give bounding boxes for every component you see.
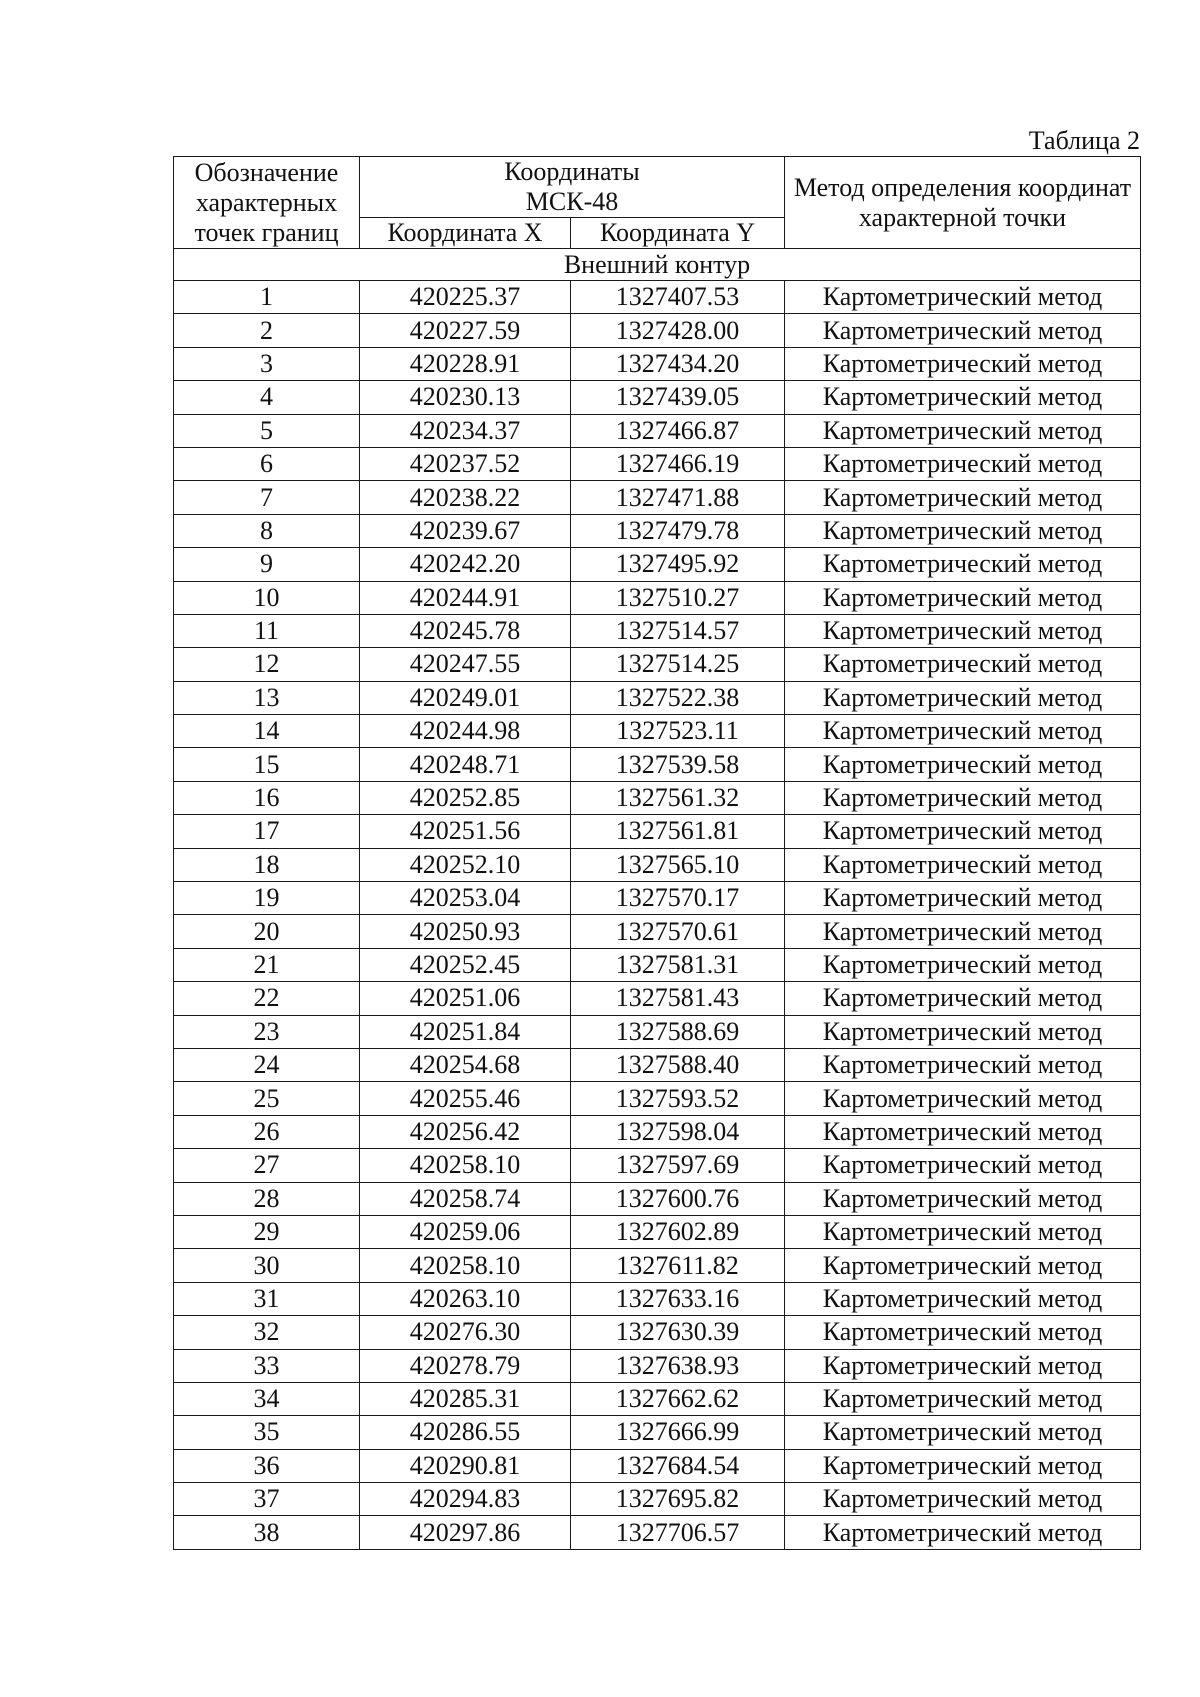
coordinate-y-cell: 1327539.58 (571, 748, 785, 781)
point-number-cell: 13 (174, 681, 360, 714)
table-row (174, 347, 1141, 380)
method-cell: Картометрический метод (785, 781, 1141, 814)
coordinate-x-cell: 420238.22 (360, 481, 571, 514)
table-row (174, 1382, 1141, 1415)
method-cell: Картометрический метод (785, 948, 1141, 981)
coordinate-x-cell: 420247.55 (360, 648, 571, 681)
table-row (174, 781, 1141, 814)
table-row (174, 581, 1141, 614)
method-cell: Картометрический метод (785, 1082, 1141, 1115)
point-number-cell: 19 (174, 882, 360, 915)
method-cell: Картометрический метод (785, 1282, 1141, 1315)
table-row (174, 381, 1141, 414)
table-row (174, 1015, 1141, 1048)
coordinate-y-cell: 1327662.62 (571, 1382, 785, 1415)
coordinate-x-cell: 420285.31 (360, 1382, 571, 1415)
point-number-cell: 11 (174, 614, 360, 647)
table-row (174, 481, 1141, 514)
table-row (174, 1349, 1141, 1382)
coordinate-y-cell: 1327570.61 (571, 915, 785, 948)
coordinate-x-cell: 420253.04 (360, 882, 571, 915)
coordinate-y-cell: 1327602.89 (571, 1215, 785, 1248)
coordinate-y-cell: 1327407.53 (571, 281, 785, 314)
point-number-cell: 9 (174, 548, 360, 581)
table-row (174, 1115, 1141, 1148)
method-cell: Картометрический метод (785, 1349, 1141, 1382)
point-number-cell: 37 (174, 1483, 360, 1516)
coordinate-x-cell: 420249.01 (360, 681, 571, 714)
coordinate-y-cell: 1327434.20 (571, 347, 785, 380)
coordinate-y-cell: 1327523.11 (571, 715, 785, 748)
method-cell: Картометрический метод (785, 614, 1141, 647)
coordinate-x-cell: 420237.52 (360, 447, 571, 480)
coordinate-x-cell: 420234.37 (360, 414, 571, 447)
table-row (174, 1316, 1141, 1349)
table-row (174, 1182, 1141, 1215)
method-cell: Картометрический метод (785, 1048, 1141, 1081)
point-number-cell: 10 (174, 581, 360, 614)
coordinate-y-cell: 1327633.16 (571, 1282, 785, 1315)
coordinate-x-cell: 420276.30 (360, 1316, 571, 1349)
point-number-cell: 16 (174, 781, 360, 814)
method-cell: Картометрический метод (785, 381, 1141, 414)
method-cell: Картометрический метод (785, 1215, 1141, 1248)
coordinate-x-cell: 420252.10 (360, 848, 571, 881)
coordinate-y-cell: 1327588.69 (571, 1015, 785, 1048)
table-row (174, 648, 1141, 681)
coordinate-x-cell: 420248.71 (360, 748, 571, 781)
point-number-cell: 31 (174, 1282, 360, 1315)
coordinate-y-cell: 1327581.43 (571, 982, 785, 1015)
table-row (174, 982, 1141, 1015)
method-cell: Картометрический метод (785, 481, 1141, 514)
method-cell: Картометрический метод (785, 1149, 1141, 1182)
coordinate-x-cell: 420297.86 (360, 1516, 571, 1549)
table-row (174, 1282, 1141, 1315)
method-cell: Картометрический метод (785, 1249, 1141, 1282)
point-number-cell: 25 (174, 1082, 360, 1115)
coordinate-x-cell: 420278.79 (360, 1349, 571, 1382)
method-cell: Картометрический метод (785, 1182, 1141, 1215)
table-row (174, 1516, 1141, 1549)
header-coordinate-y: Координата Y (571, 218, 785, 249)
coordinate-y-cell: 1327514.57 (571, 614, 785, 647)
coordinate-y-cell: 1327581.31 (571, 948, 785, 981)
table-row (174, 848, 1141, 881)
table-row (174, 1215, 1141, 1248)
header-coordinate-system: МСК-48 (525, 187, 619, 216)
table-row (174, 681, 1141, 714)
method-cell: Картометрический метод (785, 748, 1141, 781)
method-cell: Картометрический метод (785, 882, 1141, 915)
table-row (174, 1082, 1141, 1115)
header-coordinates (360, 157, 785, 218)
table-row (174, 1149, 1141, 1182)
point-number-cell: 8 (174, 514, 360, 547)
coordinate-y-cell: 1327428.00 (571, 314, 785, 347)
coordinate-y-cell: 1327598.04 (571, 1115, 785, 1148)
coordinate-x-cell: 420250.93 (360, 915, 571, 948)
table-row (174, 1048, 1141, 1081)
table-row (174, 748, 1141, 781)
point-number-cell: 22 (174, 982, 360, 1015)
point-number-cell: 29 (174, 1215, 360, 1248)
point-number-cell: 33 (174, 1349, 360, 1382)
coordinate-y-cell: 1327522.38 (571, 681, 785, 714)
method-cell: Картометрический метод (785, 281, 1141, 314)
coordinate-x-cell: 420251.56 (360, 815, 571, 848)
coordinate-x-cell: 420255.46 (360, 1082, 571, 1115)
coordinate-x-cell: 420259.06 (360, 1215, 571, 1248)
coordinate-x-cell: 420244.91 (360, 581, 571, 614)
coordinate-y-cell: 1327593.52 (571, 1082, 785, 1115)
table-row (174, 715, 1141, 748)
coordinate-y-cell: 1327600.76 (571, 1182, 785, 1215)
coordinate-x-cell: 420251.84 (360, 1015, 571, 1048)
point-number-cell: 14 (174, 715, 360, 748)
coordinate-x-cell: 420286.55 (360, 1416, 571, 1449)
header-row (174, 157, 1141, 218)
table-row (174, 1449, 1141, 1482)
method-cell: Картометрический метод (785, 447, 1141, 480)
point-number-cell: 5 (174, 414, 360, 447)
method-cell: Картометрический метод (785, 414, 1141, 447)
point-number-cell: 12 (174, 648, 360, 681)
coordinate-y-cell: 1327695.82 (571, 1483, 785, 1516)
coordinate-y-cell: 1327510.27 (571, 581, 785, 614)
method-cell: Картометрический метод (785, 1449, 1141, 1482)
coordinate-x-cell: 420252.45 (360, 948, 571, 981)
coordinate-x-cell: 420258.74 (360, 1182, 571, 1215)
point-number-cell: 18 (174, 848, 360, 881)
table-row (174, 447, 1141, 480)
table-row (174, 414, 1141, 447)
coordinate-x-cell: 420251.06 (360, 982, 571, 1015)
coordinate-y-cell: 1327479.78 (571, 514, 785, 547)
point-number-cell: 21 (174, 948, 360, 981)
method-cell: Картометрический метод (785, 1483, 1141, 1516)
method-cell: Картометрический метод (785, 982, 1141, 1015)
section-row (174, 249, 1141, 281)
coordinate-y-cell: 1327684.54 (571, 1449, 785, 1482)
coordinate-y-cell: 1327611.82 (571, 1249, 785, 1282)
point-number-cell: 15 (174, 748, 360, 781)
coordinate-y-cell: 1327570.17 (571, 882, 785, 915)
point-number-cell: 17 (174, 815, 360, 848)
point-number-cell: 4 (174, 381, 360, 414)
method-cell: Картометрический метод (785, 314, 1141, 347)
method-cell: Картометрический метод (785, 681, 1141, 714)
point-number-cell: 27 (174, 1149, 360, 1182)
point-number-cell: 28 (174, 1182, 360, 1215)
method-cell: Картометрический метод (785, 915, 1141, 948)
table-row (174, 815, 1141, 848)
coordinate-x-cell: 420244.98 (360, 715, 571, 748)
point-number-cell: 24 (174, 1048, 360, 1081)
table-row (174, 514, 1141, 547)
point-number-cell: 30 (174, 1249, 360, 1282)
method-cell: Картометрический метод (785, 815, 1141, 848)
coordinate-y-cell: 1327561.81 (571, 815, 785, 848)
table-row (174, 614, 1141, 647)
coordinate-x-cell: 420225.37 (360, 281, 571, 314)
coordinate-y-cell: 1327466.87 (571, 414, 785, 447)
table-row (174, 1416, 1141, 1449)
coordinate-x-cell: 420242.20 (360, 548, 571, 581)
method-cell: Картометрический метод (785, 648, 1141, 681)
coordinate-x-cell: 420258.10 (360, 1249, 571, 1282)
point-number-cell: 1 (174, 281, 360, 314)
coordinate-x-cell: 420227.59 (360, 314, 571, 347)
method-cell: Картометрический метод (785, 1516, 1141, 1549)
coordinates-table (173, 156, 1141, 1550)
point-number-cell: 6 (174, 447, 360, 480)
table-caption: Таблица 2 (1028, 126, 1140, 155)
table-row (174, 548, 1141, 581)
coordinate-y-cell: 1327630.39 (571, 1316, 785, 1349)
table-row (174, 915, 1141, 948)
point-number-cell: 35 (174, 1416, 360, 1449)
header-method: Метод определения координат характерной точки (785, 157, 1141, 249)
section-title: Внешний контур (174, 249, 1141, 281)
table-row (174, 1483, 1141, 1516)
table-row (174, 948, 1141, 981)
coordinate-y-cell: 1327495.92 (571, 548, 785, 581)
method-cell: Картометрический метод (785, 581, 1141, 614)
coordinate-y-cell: 1327638.93 (571, 1349, 785, 1382)
table-row (174, 1249, 1141, 1282)
point-number-cell: 38 (174, 1516, 360, 1549)
header-coordinate-x: Координата X (360, 218, 571, 249)
table-row (174, 314, 1141, 347)
coordinate-x-cell: 420245.78 (360, 614, 571, 647)
method-cell: Картометрический метод (785, 715, 1141, 748)
coordinate-y-cell: 1327588.40 (571, 1048, 785, 1081)
coordinate-x-cell: 420230.13 (360, 381, 571, 414)
coordinate-y-cell: 1327561.32 (571, 781, 785, 814)
method-cell: Картометрический метод (785, 1416, 1141, 1449)
coordinate-y-cell: 1327666.99 (571, 1416, 785, 1449)
point-number-cell: 23 (174, 1015, 360, 1048)
point-number-cell: 34 (174, 1382, 360, 1415)
table-row (174, 281, 1141, 314)
method-cell: Картометрический метод (785, 1015, 1141, 1048)
header-point-designation: Обозначение характерных точек границ (174, 157, 360, 249)
point-number-cell: 2 (174, 314, 360, 347)
coordinate-x-cell: 420252.85 (360, 781, 571, 814)
point-number-cell: 7 (174, 481, 360, 514)
method-cell: Картометрический метод (785, 1382, 1141, 1415)
coordinate-x-cell: 420290.81 (360, 1449, 571, 1482)
coordinate-y-cell: 1327514.25 (571, 648, 785, 681)
table-row (174, 882, 1141, 915)
method-cell: Картометрический метод (785, 848, 1141, 881)
point-number-cell: 32 (174, 1316, 360, 1349)
method-cell: Картометрический метод (785, 347, 1141, 380)
point-number-cell: 20 (174, 915, 360, 948)
coordinate-y-cell: 1327471.88 (571, 481, 785, 514)
coordinate-x-cell: 420263.10 (360, 1282, 571, 1315)
method-cell: Картометрический метод (785, 1115, 1141, 1148)
method-cell: Картометрический метод (785, 1316, 1141, 1349)
coordinate-x-cell: 420258.10 (360, 1149, 571, 1182)
point-number-cell: 26 (174, 1115, 360, 1148)
coordinate-x-cell: 420228.91 (360, 347, 571, 380)
coordinate-x-cell: 420254.68 (360, 1048, 571, 1081)
header-coordinates-title: Координаты (504, 157, 640, 186)
method-cell: Картометрический метод (785, 548, 1141, 581)
point-number-cell: 36 (174, 1449, 360, 1482)
coordinate-y-cell: 1327706.57 (571, 1516, 785, 1549)
point-number-cell: 3 (174, 347, 360, 380)
coordinate-x-cell: 420256.42 (360, 1115, 571, 1148)
coordinate-y-cell: 1327439.05 (571, 381, 785, 414)
coordinate-x-cell: 420239.67 (360, 514, 571, 547)
coordinate-x-cell: 420294.83 (360, 1483, 571, 1516)
coordinate-y-cell: 1327466.19 (571, 447, 785, 480)
method-cell: Картометрический метод (785, 514, 1141, 547)
coordinate-y-cell: 1327565.10 (571, 848, 785, 881)
coordinate-y-cell: 1327597.69 (571, 1149, 785, 1182)
